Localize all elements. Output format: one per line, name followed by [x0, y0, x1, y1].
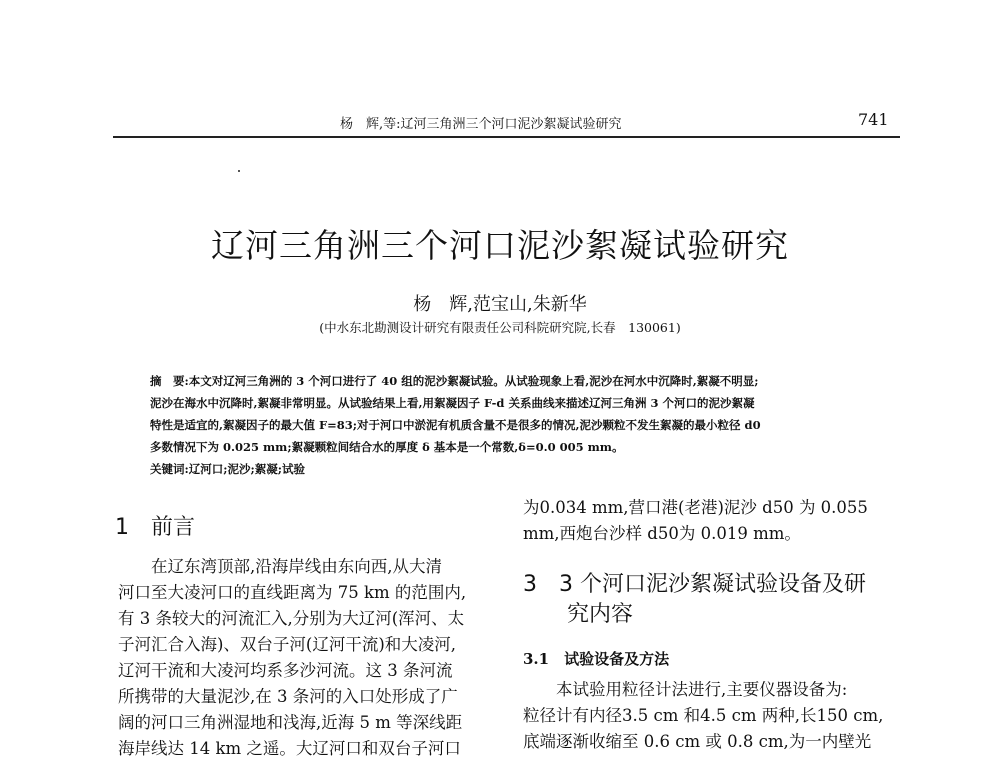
text-line: 海岸线达 14 km 之遥。大辽河口和双台子河口 [118, 739, 461, 758]
text-line: 为0.034 mm,营口港(老港)泥沙 d50 为 0.055 [523, 498, 868, 517]
section-1-heading: 1 前言 [115, 515, 195, 540]
abstract-line: 摘 要:本文对辽河三角洲的 3 个河口进行了 40 组的泥沙絮凝试验。从试验现象上看,泥沙在河水中沉降时,絮凝不明显; [150, 374, 759, 388]
text-line: 在辽东湾顶部,沿海岸线由东向西,从大清 [118, 557, 442, 576]
section-1-body [118, 554, 493, 762]
abstract-line: 特性是适宜的,絮凝因子的最大值 F=83;对于河口中淤泥有机质含量不是很多的情况,泥沙颗粒不发生絮凝的最小粒径 d0 [150, 418, 761, 432]
text-line: mm,西炮台沙样 d50为 0.019 mm。 [523, 524, 801, 543]
affiliation: (中水东北勘测设计研究有限责任公司科院研究院,长春 130061) [319, 320, 681, 335]
keywords: 关键词:辽河口;泥沙;絮凝;试验 [150, 462, 305, 476]
scan-speck [238, 170, 240, 172]
authors: 杨 辉,范宝山,朱新华 [413, 294, 587, 315]
running-head: 杨 辉,等:辽河三角洲三个河口泥沙絮凝试验研究 [340, 117, 622, 132]
abstract-line: 泥沙在海水中沉降时,絮凝非常明显。从试验结果上看,用絮凝因子 F-d 关系曲线来描述辽河三角洲 3 个河口的泥沙絮凝 [150, 396, 755, 410]
header-rule [113, 136, 900, 138]
section-3-1-body [523, 677, 888, 755]
section-3-heading [523, 570, 866, 630]
paper-title: 辽河三角洲三个河口泥沙絮凝试验研究 [211, 226, 789, 265]
heading-line: 3 3 个河口泥沙絮凝试验设备及研 [523, 572, 866, 597]
text-line: 子河汇合入海)、双台子河(辽河干流)和大凌河, [118, 635, 457, 654]
text-line: 阔的河口三角洲湿地和浅海,近海 5 m 等深线距 [118, 713, 463, 732]
text-line: 粒径计有内径3.5 cm 和4.5 cm 两种,长150 cm, [523, 706, 884, 725]
page-number: 741 [858, 110, 889, 129]
heading-line: 究内容 [523, 602, 634, 627]
abstract [150, 370, 875, 480]
text-line: 底端逐渐收缩至 0.6 cm 或 0.8 cm,为一内壁光 [523, 732, 872, 751]
text-line: 河口至大凌河口的直线距离为 75 km 的范围内, [118, 583, 467, 602]
text-line: 本试验用粒径计法进行,主要仪器设备为: [523, 680, 848, 699]
text-line: 有 3 条较大的河流汇入,分别为大辽河(浑河、太 [118, 609, 465, 628]
section-3-1-heading: 3.1 试验设备及方法 [523, 650, 670, 668]
section-2-tail [523, 495, 888, 547]
text-line: 辽河干流和大凌河均系多沙河流。这 3 条河流 [118, 661, 453, 680]
abstract-line: 多数情况下为 0.025 mm;絮凝颗粒间结合水的厚度 δ 基本是一个常数,δ=0.0 005 mm。 [150, 440, 624, 454]
text-line: 所携带的大量泥沙,在 3 条河的入口处形成了广 [118, 687, 458, 706]
